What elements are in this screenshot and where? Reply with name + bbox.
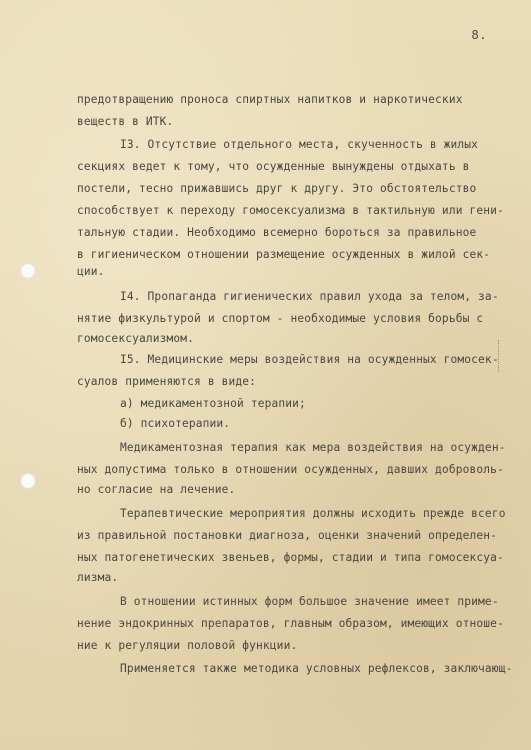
text-line: тальную стадии. Необходимо всемерно бороться за правильное (77, 226, 477, 239)
page-number: 8. (471, 28, 487, 42)
text-line: Применяется также методика условных рефлексов, заключающ- (120, 662, 513, 675)
text-line: предотвращению проноса спиртных напитков и наркотических (77, 93, 463, 106)
text-line: I3. Отсутствие отдельного места, скученность в жилых (120, 138, 479, 151)
text-line: ных допустима только в отношении осужденных, давших доброволь- (77, 463, 504, 476)
text-line: I5. Медицинские меры воздействия на осужденных гомосек- (120, 353, 499, 366)
text-line: в гигиеническом отношении размещение осужденных в жилой сек- (77, 248, 491, 261)
text-line: способствует к переходу гомосексуализма в тактильную или гени- (77, 204, 504, 217)
text-line: Терапевтические мероприятия должны исходить прежде всего (120, 507, 506, 520)
text-line: из правильной постановки диагноза, оценки значений определен- (77, 529, 498, 542)
text-line: лизма. (77, 571, 119, 584)
text-line: ние к регуляции половой функции. (77, 639, 298, 652)
text-line: нятие физкультурой и спортом - необходимые условия борьбы с (77, 312, 484, 325)
text-line: В отношении истинных форм большое значение имеет приме- (120, 595, 499, 608)
punch-hole-top (20, 263, 36, 279)
text-line: нение эндокринных препаратов, главным образом, имеющих отноше- (77, 617, 504, 630)
punch-hole-bottom (20, 473, 36, 489)
text-line: веществ в ИТК. (77, 115, 174, 128)
text-line: секциях ведет к тому, что осужденные вынуждены отдыхать в (77, 160, 470, 173)
text-line: б) психотерапии. (120, 417, 231, 430)
text-line: но согласие на лечение. (77, 483, 236, 496)
text-line: а) медикаментозной терапии; (120, 397, 306, 410)
text-line: ных патогенетических звеньев, формы, стадии и типа гомосексуа- (77, 551, 504, 564)
text-line: постели, тесно прижавшись друг к другу. Это обстоятельство (77, 182, 477, 195)
text-line: I4. Пропаганда гигиенических правил ухода за телом, за- (120, 290, 499, 303)
text-line: гомосексуализмом. (77, 332, 195, 345)
text-line: Медикаментозная терапия как мера воздействия на осужден- (120, 441, 506, 454)
text-line: ции. (77, 265, 105, 278)
text-line: суалов применяются в виде: (77, 375, 257, 388)
